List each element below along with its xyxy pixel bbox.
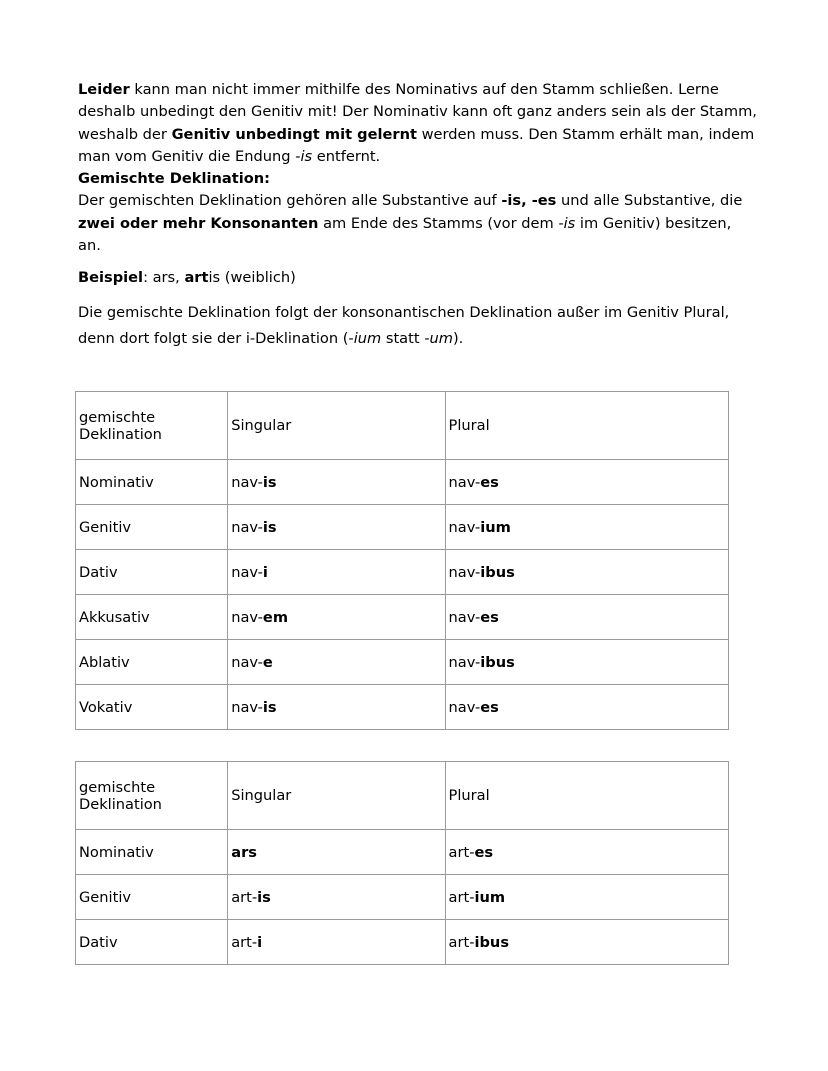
- emphasis: Genitiv unbedingt mit gelernt: [171, 125, 417, 143]
- word-ending: e: [262, 653, 273, 671]
- plural-form-cell: [445, 505, 728, 550]
- word-stem: nav-: [448, 473, 481, 491]
- case-cell: Genitiv: [76, 875, 228, 920]
- singular-form-cell: [228, 595, 445, 640]
- document-body: [78, 79, 758, 352]
- word-stem: art-: [448, 888, 475, 906]
- case-cell: Ablativ: [76, 640, 228, 685]
- singular-form-cell: [228, 920, 445, 965]
- header-declension: gemischte Deklination: [76, 392, 228, 460]
- italic-text: -ium: [348, 329, 382, 347]
- table-row: [76, 595, 729, 640]
- word-stem: nav-: [231, 698, 263, 716]
- plural-form-cell: [445, 550, 728, 595]
- table-row: [76, 875, 729, 920]
- table-row: [76, 920, 729, 965]
- case-cell: Akkusativ: [76, 595, 228, 640]
- singular-form-cell: [228, 685, 445, 730]
- plural-form-cell: [445, 875, 728, 920]
- word-stem: art-: [448, 843, 475, 861]
- case-cell: Nominativ: [76, 460, 228, 505]
- header-declension: gemischte Deklination: [76, 762, 228, 830]
- word-stem: art-: [448, 933, 475, 951]
- word-stem: nav-: [448, 608, 481, 626]
- singular-form-cell: [228, 640, 445, 685]
- text: im Genitiv) besitzen, an.: [78, 214, 732, 255]
- plural-form-cell: [445, 830, 728, 875]
- text: und alle Substantive, die: [556, 192, 743, 210]
- word-stem: art-: [231, 888, 258, 906]
- plural-form-cell: [445, 640, 728, 685]
- plural-form-cell: [445, 685, 728, 730]
- word-ending: i: [262, 563, 268, 581]
- singular-form-cell: [228, 875, 445, 920]
- italic-text: -is: [558, 214, 576, 232]
- word-stem: nav-: [448, 563, 481, 581]
- table-row: [76, 505, 729, 550]
- word-ending: ibus: [480, 563, 515, 581]
- singular-form-cell: [228, 550, 445, 595]
- text: statt: [381, 329, 425, 347]
- singular-form-cell: [228, 460, 445, 505]
- word-stem: nav-: [448, 518, 481, 536]
- word-ending: es: [480, 608, 499, 626]
- text: entfernt.: [312, 147, 381, 165]
- declension-table-ars: [75, 761, 729, 965]
- definition-paragraph: [78, 190, 758, 257]
- declension-table-navis: [75, 391, 729, 730]
- text: Die gemischte Deklination folgt der konsonantischen Deklination außer im Genitiv Plural, denn dort folgt sie der i-Deklination (: [78, 303, 730, 347]
- text: werden muss. Den Stamm erhält man, indem man vom Genitiv die Endung: [78, 125, 755, 165]
- table-header-row: [76, 392, 729, 460]
- example-line: [78, 267, 758, 289]
- singular-form-cell: [228, 505, 445, 550]
- word-stem: nav-: [231, 518, 263, 536]
- word-ending: ibus: [480, 653, 515, 671]
- text: : ars,: [143, 269, 185, 287]
- emphasis: -is, -es: [501, 192, 557, 210]
- word-stem: nav-: [448, 653, 481, 671]
- singular-form-cell: [228, 830, 445, 875]
- word-ending: is: [262, 518, 277, 536]
- word-ending: ibus: [474, 933, 510, 951]
- plural-form-cell: [445, 920, 728, 965]
- table-row: [76, 830, 729, 875]
- word-stem: nav-: [231, 473, 263, 491]
- italic-text: -um: [424, 329, 453, 347]
- word-ending: is: [257, 888, 271, 906]
- word-ending: is: [262, 698, 277, 716]
- plural-form-cell: [445, 460, 728, 505]
- emphasis: zwei oder mehr Konsonanten: [78, 214, 319, 232]
- table-row: [76, 460, 729, 505]
- word-ending: ium: [480, 518, 511, 536]
- table-row: [76, 550, 729, 595]
- word-ending: es: [474, 843, 494, 861]
- table-header-row: [76, 762, 729, 830]
- example-label: Beispiel: [78, 269, 144, 287]
- word-ending: es: [480, 698, 499, 716]
- plural-form-cell: [445, 595, 728, 640]
- text: Der gemischten Deklination gehören alle Substantive auf: [78, 192, 502, 210]
- word-ending: es: [480, 473, 499, 491]
- word-stem: nav-: [231, 653, 263, 671]
- text: is (weiblich): [208, 269, 296, 287]
- table-row: [76, 640, 729, 685]
- case-cell: Nominativ: [76, 830, 228, 875]
- word-ending: i: [257, 933, 263, 951]
- case-cell: Dativ: [76, 920, 228, 965]
- table-row: [76, 685, 729, 730]
- text: am Ende des Stamms (vor dem: [318, 214, 559, 232]
- word-stem: nav-: [231, 563, 263, 581]
- case-cell: Genitiv: [76, 505, 228, 550]
- header-singular: Singular: [228, 392, 445, 460]
- intro-paragraph: [78, 79, 758, 168]
- word-ending: ars: [231, 843, 257, 861]
- word-stem: nav-: [231, 608, 263, 626]
- emphasis: Leider: [78, 81, 130, 98]
- text: ).: [452, 329, 464, 347]
- section-heading: [78, 168, 758, 190]
- word-ending: ium: [474, 888, 506, 906]
- italic-text: -is: [295, 147, 313, 165]
- case-cell: Vokativ: [76, 685, 228, 730]
- word-stem: nav-: [448, 698, 481, 716]
- heading-text: Gemischte Deklination:: [78, 170, 270, 188]
- emphasis: art: [184, 269, 209, 287]
- case-cell: Dativ: [76, 550, 228, 595]
- header-plural: Plural: [445, 392, 728, 460]
- text: kann man nicht immer mithilfe des Nominativs auf den Stamm schließen. Lerne deshalb unbedingt den Genitiv mit! Der Nominativ kann oft ganz anders sein als der Stamm, weshalb der: [78, 81, 757, 143]
- word-stem: art-: [231, 933, 258, 951]
- header-singular: Singular: [228, 762, 445, 830]
- rule-paragraph: [78, 300, 758, 352]
- word-ending: is: [262, 473, 277, 491]
- word-ending: em: [262, 608, 289, 626]
- header-plural: Plural: [445, 762, 728, 830]
